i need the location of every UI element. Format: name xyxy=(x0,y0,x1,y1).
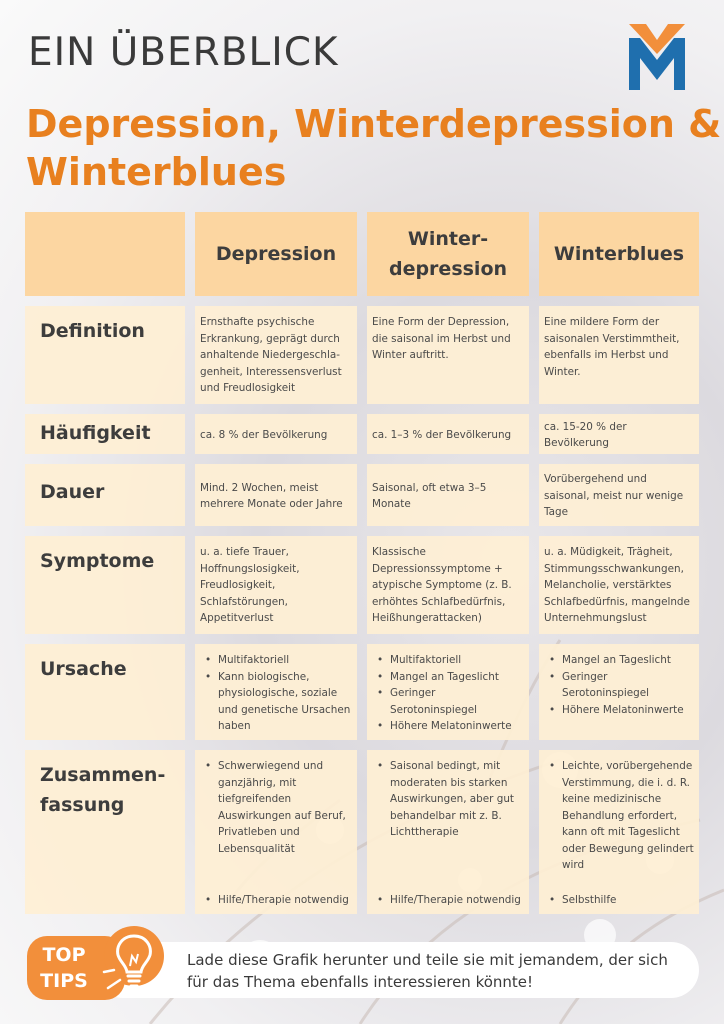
cell-definition-winterdepression: Eine Form der Depression, die saisonal im Herbst und Winter auftritt. xyxy=(367,306,529,404)
cell-dauer-depression: Mind. 2 Wochen, meist mehrere Monate oder Jahre xyxy=(195,464,357,526)
therapy-note: • Hilfe/Therapie notwendig xyxy=(390,892,521,909)
tips-badge-label xyxy=(33,942,95,994)
row-label-zusammenfassung xyxy=(25,750,185,914)
ursache-winterblues-list xyxy=(544,652,694,718)
list-item: • Mangel an Tageslicht xyxy=(562,652,694,669)
therapy-note: • Hilfe/Therapie notwendig xyxy=(218,892,349,909)
cell-haeufigkeit-depression: ca. 8 % der Bevölkerung xyxy=(195,414,357,454)
zusammenfassung-depression-list xyxy=(200,758,352,857)
row-label-definition: Definition xyxy=(25,306,185,404)
list-item: • Geringer Serotoninspiegel xyxy=(562,669,694,702)
cell-symptome-winterblues: u. a. Müdigkeit, Trägheit, Stimmungsschwankungen, Melancholie, verstärktes Schlafbedürfnis, mangelnde Unternehmungslust xyxy=(539,536,699,634)
column-header-label: Winter- depression xyxy=(388,228,508,280)
list-item: • Geringer Serotoninspiegel xyxy=(390,685,524,718)
cell-zusammenfassung-depression xyxy=(195,750,357,914)
cell-ursache-winterblues xyxy=(539,644,699,740)
list-item: • Multifaktoriell xyxy=(390,652,524,669)
cell-ursache-depression xyxy=(195,644,357,740)
lightbulb-icon xyxy=(98,922,170,1002)
zusammenfassung-winterdepression-list xyxy=(372,758,524,841)
row-label-symptome: Symptome xyxy=(25,536,185,634)
cell-definition-depression: Ernsthafte psychische Erkrankung, geprägt durch anhaltende Niedergeschla-genheit, Interessensverlust und Freudlosigkeit xyxy=(195,306,357,404)
cell-haeufigkeit-winterdepression: ca. 1–3 % der Bevölkerung xyxy=(367,414,529,454)
selfhelp-note: • Selbsthilfe xyxy=(562,892,616,909)
zusammenfassung-winterblues-list xyxy=(544,758,694,874)
tips-badge-line1: TOP xyxy=(42,944,86,966)
page-heading: EIN ÜBERBLICK xyxy=(28,30,339,75)
cell-ursache-winterdepression xyxy=(367,644,529,740)
brand-logo xyxy=(626,24,688,90)
column-header-winterdepression xyxy=(367,212,529,296)
list-item: • Multifaktoriell xyxy=(218,652,352,669)
cell-zusammenfassung-winterdepression xyxy=(367,750,529,914)
page-title xyxy=(26,100,721,196)
title-line-1: Depression, Winterdepression & xyxy=(26,102,722,146)
row-label-ursache: Ursache xyxy=(25,644,185,740)
list-item: • Höhere Melatoninwerte xyxy=(562,702,694,719)
cell-definition-winterblues: Eine mildere Form der saisonalen Verstimmtheit, ebenfalls im Herbst und Winter. xyxy=(539,306,699,404)
list-item: • Leichte, vorübergehende Verstimmung, die i. d. R. keine medizinische Behandlung erfordert, kann oft mit Tageslicht oder Bewegung gelindert wird xyxy=(562,758,694,874)
cell-symptome-depression: u. a. tiefe Trauer, Hoffnungslosigkeit, Freudlosigkeit, Schlafstörungen, Appetitverlust xyxy=(195,536,357,634)
list-item: • Saisonal bedingt, mit moderaten bis starken Auswirkungen, aber gut behandelbar mit z. B. Lichttherapie xyxy=(390,758,524,841)
tips-text: Lade diese Grafik herunter und teile sie mit jemandem, der sich für das Thema ebenfalls interessieren könnte! xyxy=(187,951,668,991)
cell-zusammenfassung-winterblues xyxy=(539,750,699,914)
ursache-depression-list xyxy=(200,652,352,735)
list-item: • Höhere Melatoninwerte xyxy=(390,718,524,735)
row-label-text: Zusammen- fassung xyxy=(40,764,166,816)
column-header-depression: Depression xyxy=(195,212,357,296)
row-label-haeufigkeit: Häufigkeit xyxy=(25,414,185,454)
list-item: • Kann biologische, physiologische, soziale und genetische Ursachen haben xyxy=(218,669,352,735)
column-header-winterblues: Winterblues xyxy=(539,212,699,296)
title-line-2: Winterblues xyxy=(26,150,287,194)
cell-symptome-winterdepression: Klassische Depressionssymptome + atypische Symptome (z. B. erhöhtes Schlafbedürfnis, Heißhungerattacken) xyxy=(367,536,529,634)
ursache-winterdepression-list xyxy=(372,652,524,735)
cell-haeufigkeit-winterblues: ca. 15-20 % der Bevölkerung xyxy=(539,414,699,454)
cell-dauer-winterblues: Vorübergehend und saisonal, meist nur wenige Tage xyxy=(539,464,699,526)
table-corner xyxy=(25,212,185,296)
cell-dauer-winterdepression: Saisonal, oft etwa 3–5 Monate xyxy=(367,464,529,526)
list-item: • Mangel an Tageslicht xyxy=(390,669,524,686)
tips-badge-line2: TIPS xyxy=(40,970,88,992)
row-label-dauer: Dauer xyxy=(25,464,185,526)
list-item: • Schwerwiegend und ganzjährig, mit tiefgreifenden Auswirkungen auf Beruf, Privatleben und Lebensqualität xyxy=(218,758,352,857)
tips-banner xyxy=(95,942,699,998)
